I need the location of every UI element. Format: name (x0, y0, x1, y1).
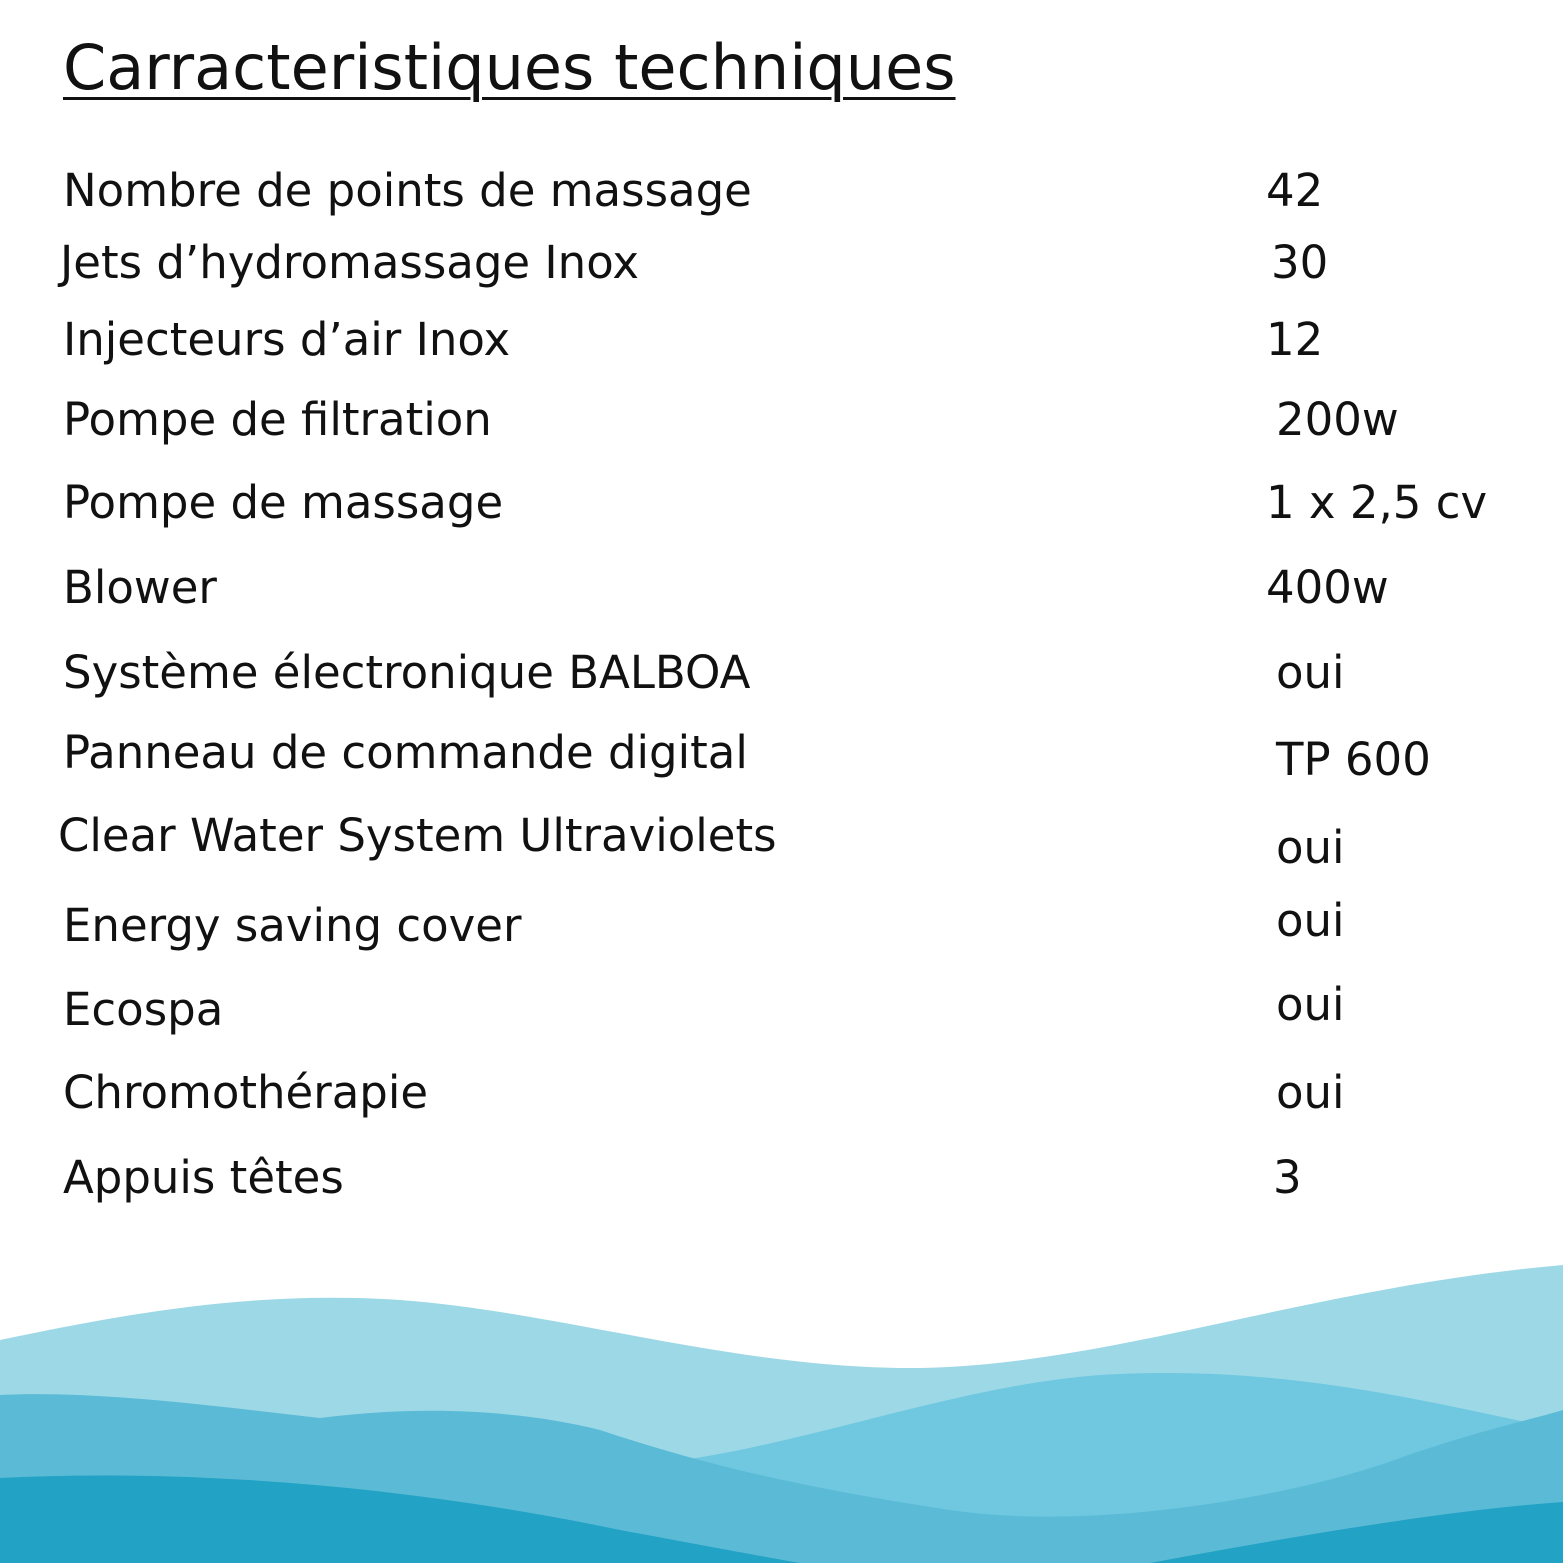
spec-label-massage-pump: Pompe de massage (63, 476, 504, 529)
spec-value-clear-water: oui (1276, 821, 1345, 874)
spec-label-chromotherapy: Chromothérapie (63, 1066, 429, 1119)
spec-value-chromotherapy: oui (1276, 1066, 1345, 1119)
spec-value-ecospa: oui (1276, 978, 1345, 1031)
decorative-waves (0, 1240, 1563, 1563)
spec-value-electronic-system: oui (1276, 646, 1345, 699)
spec-value-blower: 400w (1266, 561, 1389, 614)
spec-label-control-panel: Panneau de commande digital (63, 726, 748, 779)
spec-label-electronic-system: Système électronique BALBOA (63, 646, 751, 699)
spec-label-clear-water: Clear Water System Ultraviolets (58, 809, 777, 862)
spec-label-blower: Blower (63, 561, 217, 614)
spec-value-air-injectors: 12 (1266, 313, 1324, 366)
spec-value-filtration-pump: 200w (1276, 393, 1399, 446)
spec-label-air-injectors: Injecteurs d’air Inox (63, 313, 511, 366)
spec-label-jets: Jets d’hydromassage Inox (60, 236, 639, 289)
spec-label-massage-points: Nombre de points de massage (63, 164, 752, 217)
page-title: Carracteristiques techniques (63, 31, 956, 104)
spec-value-massage-pump: 1 x 2,5 cv (1266, 476, 1488, 529)
spec-value-control-panel: TP 600 (1276, 733, 1431, 786)
spec-value-massage-points: 42 (1266, 164, 1324, 217)
spec-value-headrests: 3 (1273, 1151, 1302, 1204)
spec-value-jets: 30 (1271, 236, 1329, 289)
spec-label-ecospa: Ecospa (63, 983, 224, 1036)
spec-label-headrests: Appuis têtes (63, 1151, 344, 1204)
spec-label-filtration-pump: Pompe de filtration (63, 393, 492, 446)
spec-label-energy-cover: Energy saving cover (63, 899, 522, 952)
spec-value-energy-cover: oui (1276, 894, 1345, 947)
